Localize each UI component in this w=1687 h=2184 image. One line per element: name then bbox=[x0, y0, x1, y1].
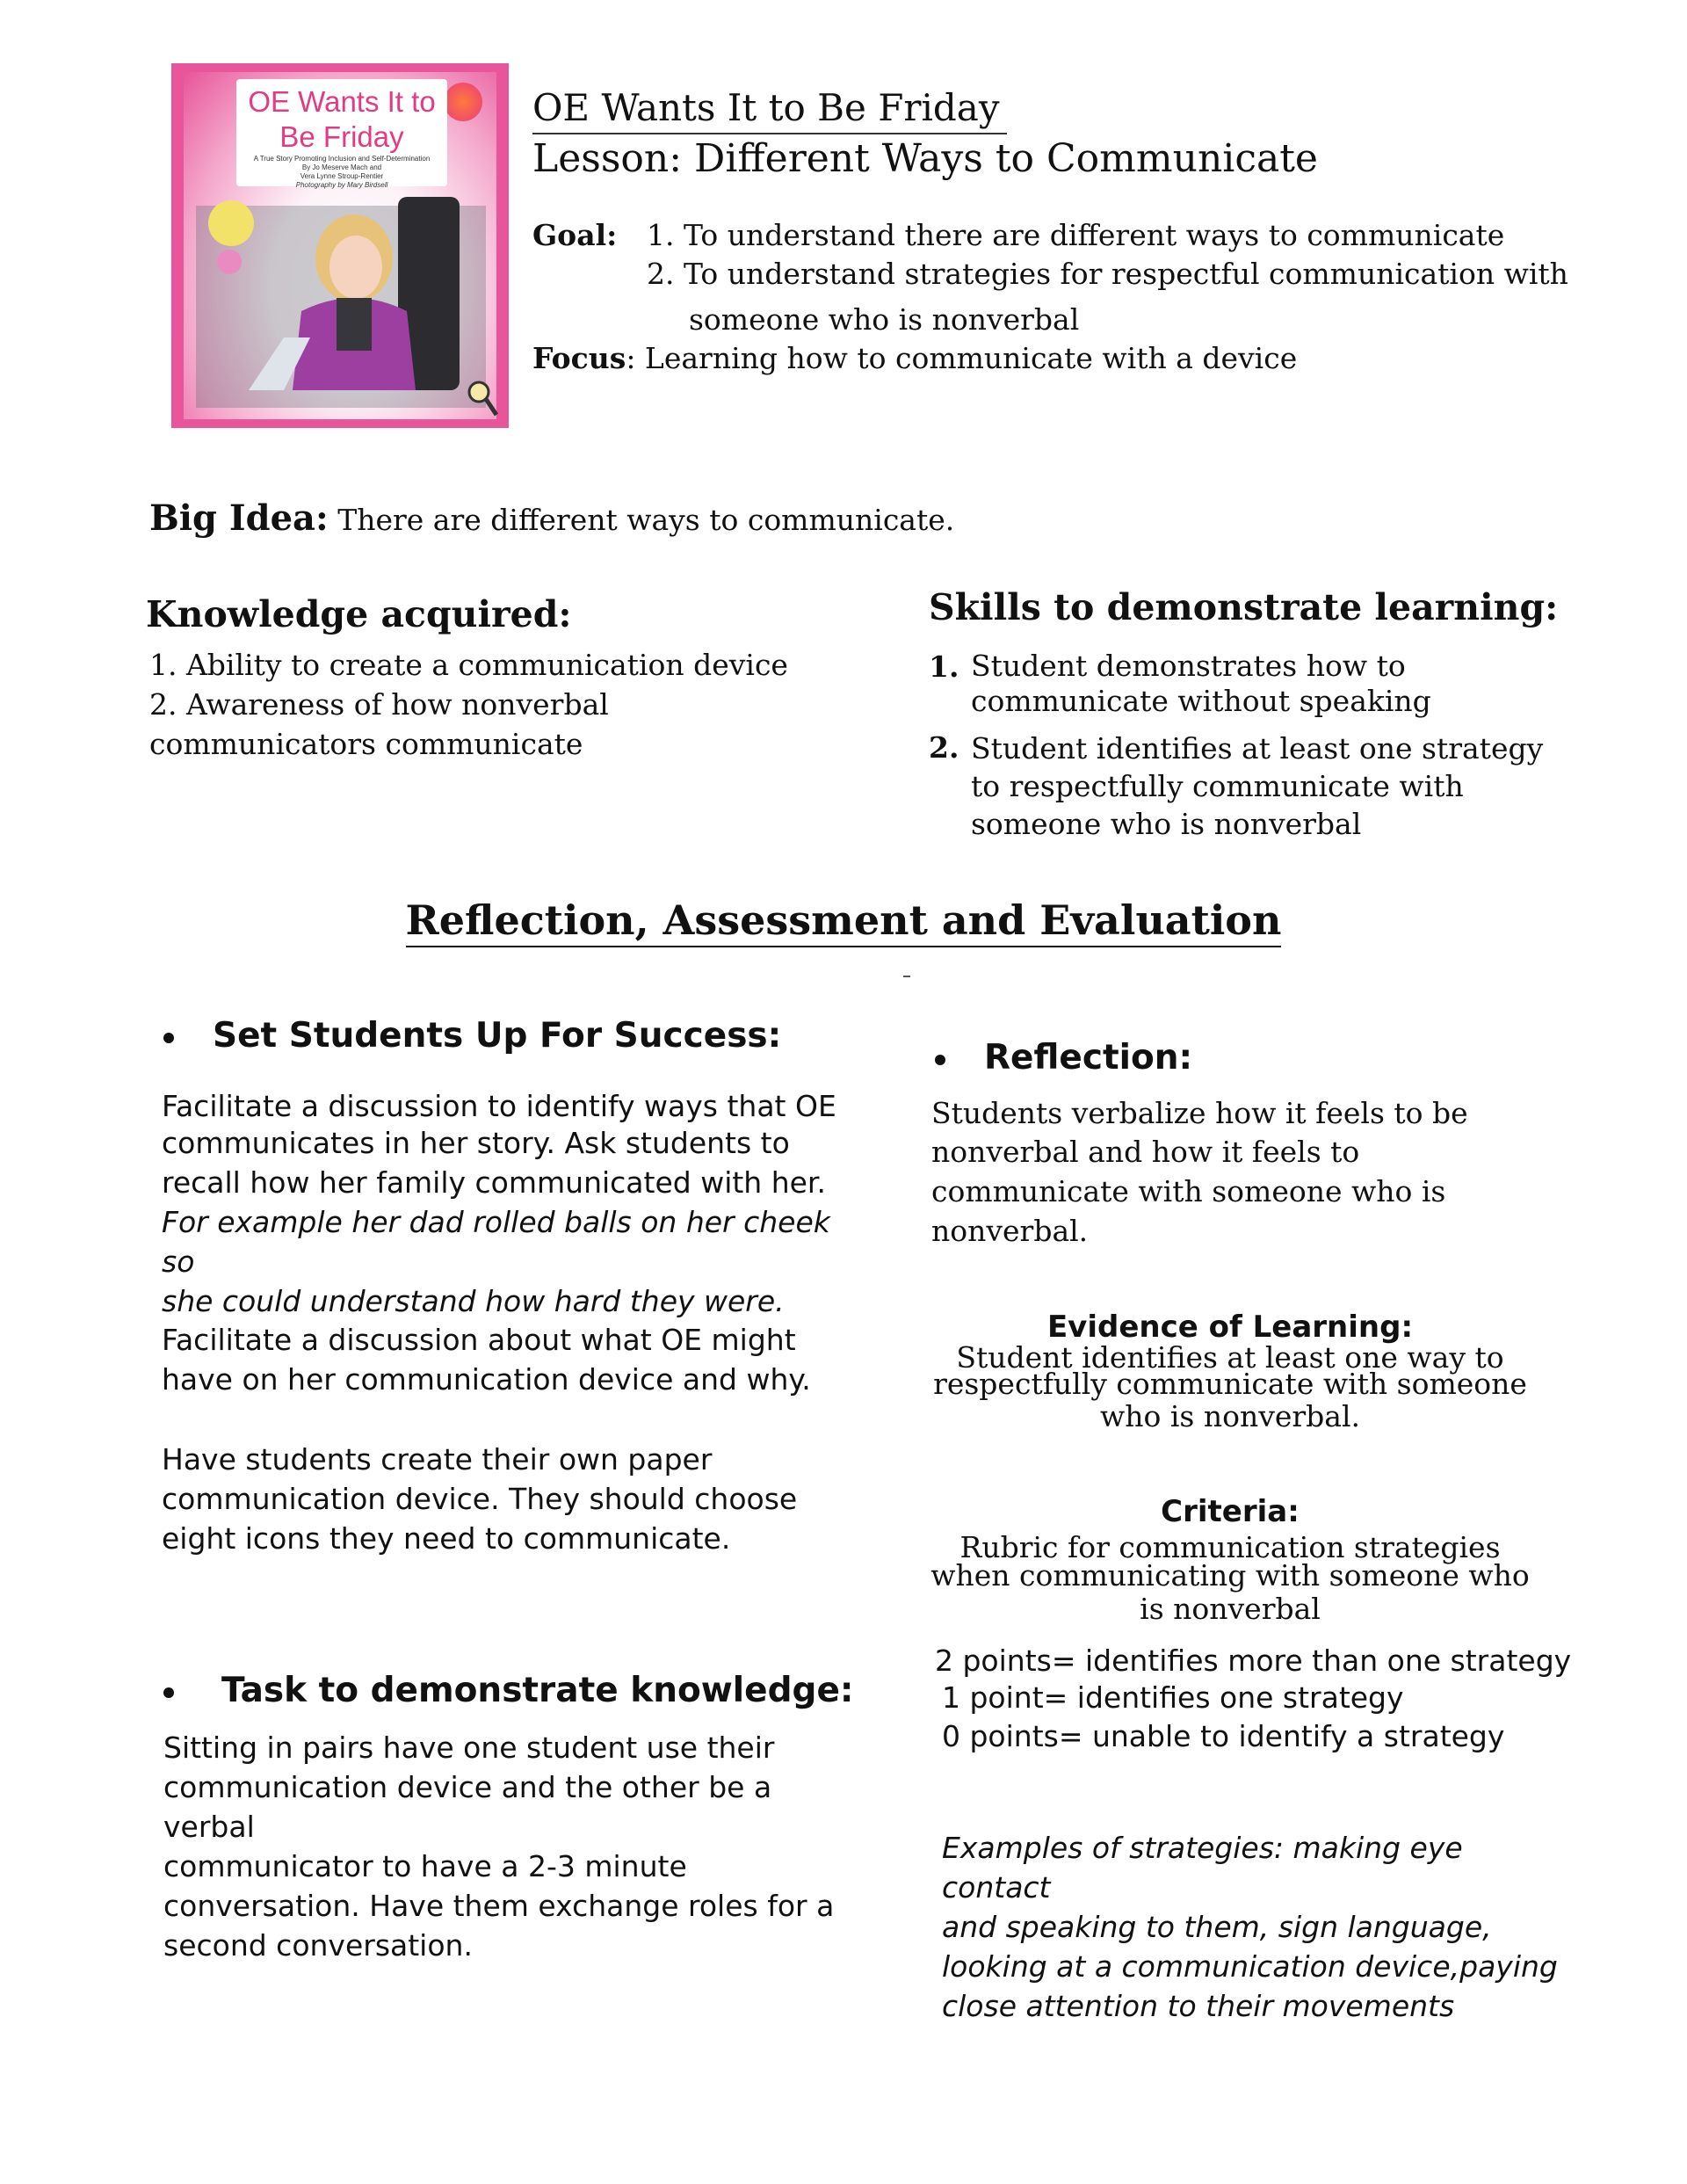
lesson-title: Lesson: Different Ways to Communicate bbox=[532, 136, 1318, 181]
text-line-italic: close attention to their movements bbox=[942, 1989, 1455, 2023]
text-line: Facilitate a discussion about what OE might bbox=[162, 1323, 796, 1357]
focus-text: : Learning how to communicate with a device bbox=[626, 341, 1298, 375]
text-line: recall how her family communicated with her. bbox=[162, 1165, 826, 1200]
criteria-item: 1 point= identifies one strategy bbox=[942, 1680, 1404, 1715]
set-up-paragraph-1 bbox=[162, 1090, 865, 1321]
bullet-icon bbox=[163, 1033, 174, 1043]
skill-line: to respectfully communicate with bbox=[971, 769, 1464, 803]
text-line: when communicating with someone who bbox=[930, 1558, 1530, 1593]
text-line: second conversation. bbox=[163, 1928, 473, 1963]
skill-number: 1. bbox=[929, 649, 959, 684]
text-line: nonverbal. bbox=[931, 1214, 1089, 1248]
goal-item-2: 2. To understand strategies for respectful communication with bbox=[647, 257, 1568, 291]
text-line: nonverbal and how it feels to bbox=[931, 1135, 1360, 1169]
set-up-heading bbox=[163, 1013, 781, 1059]
knowledge-heading: Knowledge acquired: bbox=[146, 593, 572, 635]
task-paragraph bbox=[163, 1728, 866, 1965]
evidence-block bbox=[914, 1310, 1546, 1436]
task-heading-text: Task to demonstrate knowledge: bbox=[221, 1671, 854, 1710]
text-line: respectfully communicate with someone bbox=[933, 1367, 1527, 1401]
text-line: have on her communication device and why. bbox=[162, 1362, 811, 1397]
big-idea-label: Big Idea: bbox=[149, 497, 329, 539]
text-line-italic: and speaking to them, sign language, bbox=[942, 1910, 1492, 1944]
text-line: Have students create their own paper bbox=[162, 1442, 713, 1477]
text-line: Rubric for communication strategies bbox=[959, 1530, 1501, 1564]
skill-line: someone who is nonverbal bbox=[971, 807, 1362, 841]
text-line: communicator to have a 2-3 minute bbox=[163, 1849, 687, 1883]
cover-background bbox=[184, 72, 496, 419]
rae-heading bbox=[0, 894, 1687, 947]
set-up-paragraph-3 bbox=[162, 1440, 865, 1558]
criteria-item: 2 points= identifies more than one strategy bbox=[935, 1643, 1572, 1678]
text-line: Students verbalize how it feels to be bbox=[931, 1096, 1468, 1130]
reflection-heading bbox=[935, 1035, 1192, 1081]
text-line: communication device. They should choose bbox=[162, 1482, 798, 1516]
text-line-italic: For example her dad rolled balls on her cheek so bbox=[162, 1205, 830, 1279]
text-line: who is nonverbal. bbox=[1099, 1399, 1360, 1433]
book-cover-image bbox=[171, 63, 509, 428]
focus-line bbox=[532, 339, 1297, 378]
skill-text bbox=[971, 649, 1604, 719]
bullet-icon bbox=[163, 1687, 174, 1698]
text-line: communication device and the other be a verbal bbox=[163, 1770, 772, 1844]
text-line: is nonverbal bbox=[1140, 1592, 1321, 1626]
task-heading bbox=[163, 1668, 854, 1714]
cover-subtitle: A True Story Promoting Inclusion and Self-Determination bbox=[253, 155, 431, 163]
knowledge-item: 1. Ability to create a communication device bbox=[149, 648, 788, 682]
text-line-italic: Examples of strategies: making eye contact bbox=[942, 1831, 1463, 1905]
knowledge-item: communicators communicate bbox=[149, 727, 583, 761]
big-idea-text: There are different ways to communicate. bbox=[328, 503, 955, 537]
skill-line: Student demonstrates how to bbox=[971, 649, 1406, 683]
text-line: communicates in her story. Ask students to bbox=[162, 1126, 790, 1160]
criteria-heading: Criteria: bbox=[1161, 1494, 1300, 1529]
skills-heading: Skills to demonstrate learning: bbox=[929, 586, 1559, 628]
reflection-paragraph bbox=[931, 1095, 1564, 1251]
text-line: Student identifies at least one way to bbox=[956, 1340, 1504, 1375]
goal-item-2-continued: someone who is nonverbal bbox=[689, 302, 1080, 337]
set-up-heading-text: Set Students Up For Success: bbox=[213, 1016, 782, 1056]
divider-mark bbox=[903, 976, 910, 977]
text-line-italic: looking at a communication device,paying bbox=[942, 1949, 1558, 1984]
skill-line: Student identifies at least one strategy bbox=[971, 731, 1544, 765]
cover-photo-credit: Photography by Mary Birdsell bbox=[295, 181, 388, 189]
set-up-paragraph-2 bbox=[162, 1320, 865, 1399]
skill-line: communicate without speaking bbox=[971, 684, 1431, 718]
text-line: eight icons they need to communicate. bbox=[162, 1521, 731, 1556]
cover-title: OE Wants It to Be Friday bbox=[248, 85, 436, 153]
skill-number: 2. bbox=[929, 730, 959, 765]
cover-title-box bbox=[236, 79, 447, 189]
evidence-heading: Evidence of Learning: bbox=[1046, 1310, 1414, 1345]
text-line: Sitting in pairs have one student use their bbox=[163, 1731, 775, 1765]
text-line-italic: she could understand how hard they were. bbox=[162, 1284, 785, 1318]
focus-label: Focus bbox=[532, 341, 626, 375]
cover-sun-graphic bbox=[444, 83, 482, 121]
cover-authors-line1: By Jo Meserve Mach and bbox=[301, 163, 382, 171]
knowledge-item: 2. Awareness of how nonverbal bbox=[149, 687, 609, 722]
rae-heading-text: Reflection, Assessment and Evaluation bbox=[406, 896, 1282, 947]
skill-text bbox=[971, 729, 1604, 843]
text-line: communicate with someone who is bbox=[931, 1174, 1446, 1208]
goal-label: Goal: bbox=[532, 218, 618, 252]
goal-item-1: 1. To understand there are different ways to communicate bbox=[647, 218, 1505, 252]
examples-paragraph bbox=[942, 1828, 1575, 2026]
criteria-item: 0 points= unable to identify a strategy bbox=[942, 1719, 1505, 1753]
criteria-block bbox=[914, 1491, 1546, 1629]
cover-photo-girl-in-wheelchair bbox=[196, 188, 486, 408]
reflection-heading-text: Reflection: bbox=[984, 1038, 1193, 1077]
text-line: Facilitate a discussion to identify ways that OE bbox=[162, 1089, 836, 1123]
knowledge-list bbox=[149, 645, 788, 764]
cover-authors-line2: Vera Lynne Stroup-Rentier bbox=[300, 172, 384, 180]
magnifier-icon bbox=[467, 380, 498, 418]
big-idea bbox=[149, 497, 954, 542]
text-line: conversation. Have them exchange roles for a bbox=[163, 1889, 835, 1923]
document-title: OE Wants It to Be Friday bbox=[532, 83, 1007, 134]
bullet-icon bbox=[935, 1055, 945, 1065]
